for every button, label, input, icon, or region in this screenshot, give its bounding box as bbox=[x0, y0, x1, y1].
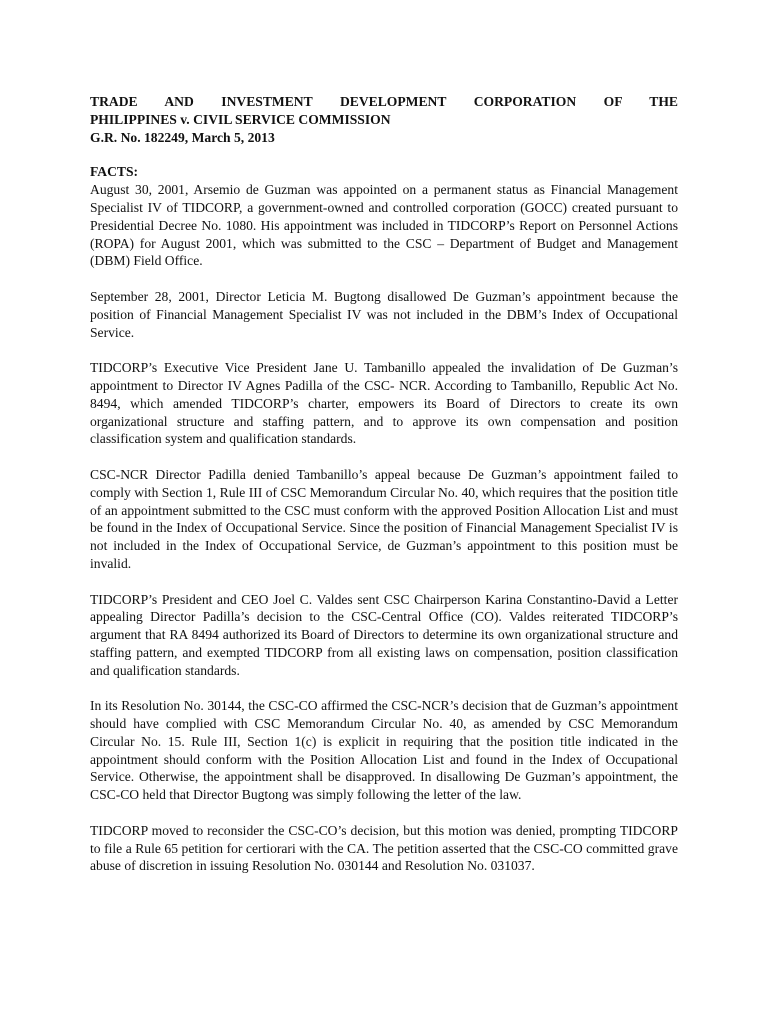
facts-heading: FACTS: bbox=[90, 164, 139, 180]
facts-paragraph: TIDCORP’s President and CEO Joel C. Valdes sent CSC Chairperson Karina Constantino-David a Letter appealing Director Padilla’s decision to the CSC-Central Office (CO). Valdes reiterated TIDCORP’s argument that RA 8494 authorized its Board of Directors to determine its own organizational structure and staffing pattern, and exempted TIDCORP from all existing laws on compensation, position classification and qualification standards. bbox=[90, 591, 678, 678]
facts-paragraph: September 28, 2001, Director Leticia M. Bugtong disallowed De Guzman’s appointment because the position of Financial Management Specialist IV was not included in the DBM’s Index of Occupational Service. bbox=[90, 288, 678, 340]
facts-paragraph: CSC-NCR Director Padilla denied Tambanillo’s appeal because De Guzman’s appointment failed to comply with Section 1, Rule III of CSC Memorandum Circular No. 40, which requires that the position title of an appointment submitted to the CSC must conform with the approved Position Allocation List and must be found in the Index of Occupational Service. Since the position of Financial Management Specialist IV is not included in the Index of Occupational Service, de Guzman’s appointment to this position must be invalid. bbox=[90, 466, 678, 571]
case-title-line-2: PHILIPPINES v. CIVIL SERVICE COMMISSION bbox=[90, 111, 391, 127]
facts-paragraph: In its Resolution No. 30144, the CSC-CO affirmed the CSC-NCR’s decision that de Guzman’s appointment should have complied with CSC Memorandum Circular No. 40, as amended by CSC Memorandum Circular No. 15. Rule III, Section 1(c) is explicit in requiring that the position title indicated in the appointment should conform with the Position Allocation List and found in the Index of Occupational Service. Otherwise, the appointment shall be disapproved. In disallowing De Guzman’s appointment, the CSC-CO held that Director Bugtong was simply following the letter of the law. bbox=[90, 698, 678, 803]
facts-paragraph: TIDCORP moved to reconsider the CSC-CO’s decision, but this motion was denied, prompting TIDCORP to file a Rule 65 petition for certiorari with the CA. The petition asserted that the CSC-CO committed grave abuse of discretion in issuing Resolution No. 030144 and Resolution No. 031037. bbox=[90, 822, 678, 874]
document-body bbox=[90, 93, 678, 893]
case-title-line-1: TRADE AND INVESTMENT DEVELOPMENT CORPORATION OF THE bbox=[90, 94, 678, 109]
case-citation: G.R. No. 182249, March 5, 2013 bbox=[90, 129, 275, 145]
case-title-block bbox=[90, 93, 678, 146]
facts-paragraph: August 30, 2001, Arsemio de Guzman was appointed on a permanent status as Financial Management Specialist IV of TIDCORP, a government-owned and controlled corporation (GOCC) created pursuant to Presidential Decree No. 1080. His appointment was included in TIDCORP’s Report on Personnel Actions (ROPA) for August 2001, which was submitted to the CSC – Department of Budget and Management (DBM) Field Office. bbox=[90, 182, 678, 269]
facts-paragraph: TIDCORP’s Executive Vice President Jane U. Tambanillo appealed the invalidation of De Guzman’s appointment to Director IV Agnes Padilla of the CSC- NCR. According to Tambanillo, Republic Act No. 8494, which amended TIDCORP’s charter, empowers its Board of Directors to create its own organizational structure and staffing pattern, and to approve its own compensation and position classification system and qualification standards. bbox=[90, 360, 678, 447]
